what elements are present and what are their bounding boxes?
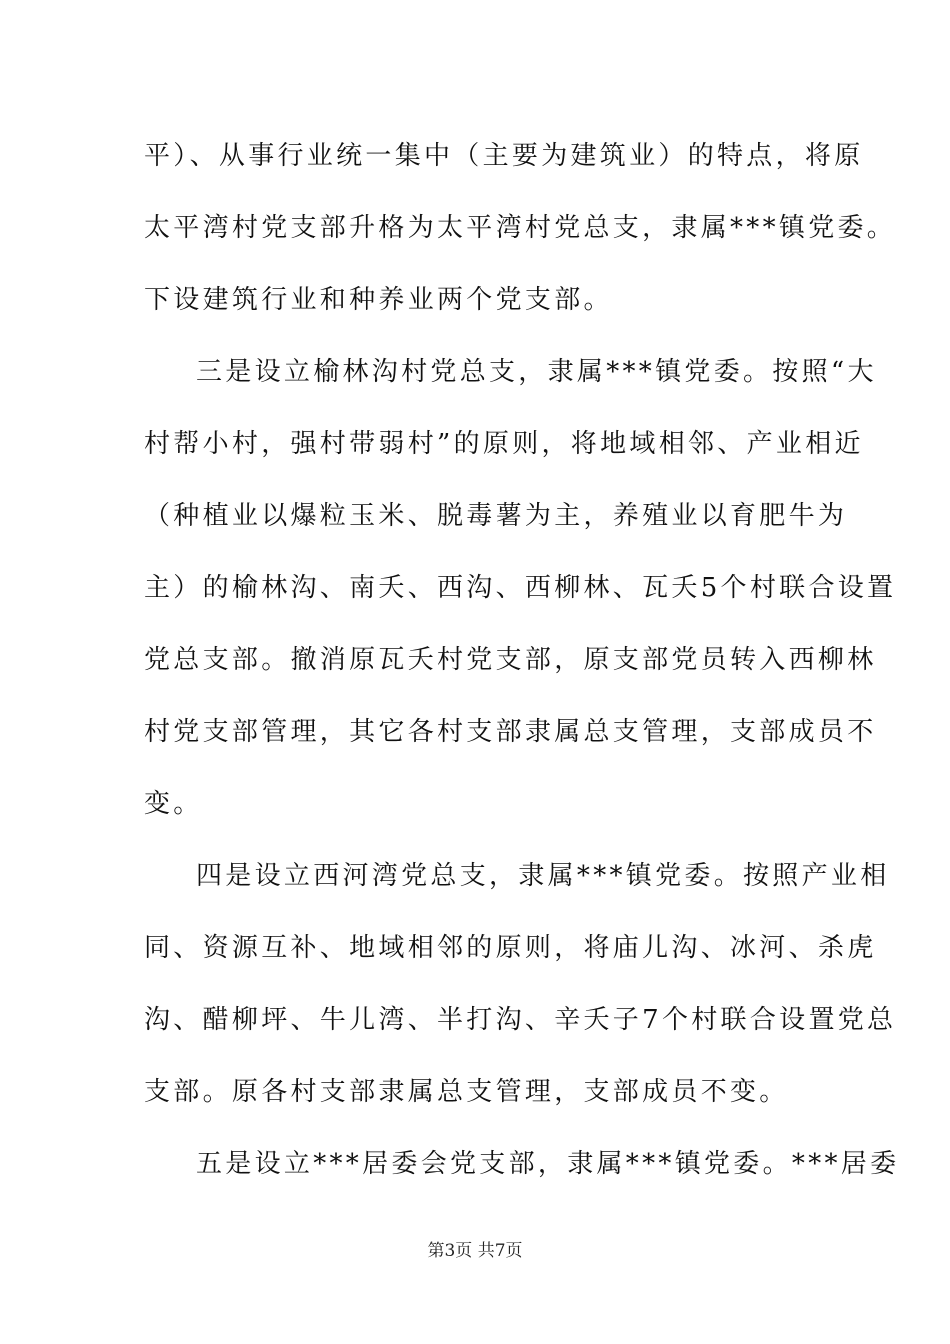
- text-line: 变。: [144, 789, 203, 819]
- paragraph-start-line: 四是设立西河湾党总支，隶属***镇党委。按照产业相: [196, 861, 890, 891]
- text-line: 平）、从事行业统一集中（主要为建筑业）的特点，将原: [144, 141, 864, 171]
- paragraph-start-line: 三是设立榆林沟村党总支，隶属***镇党委。按照“大: [196, 357, 877, 387]
- text-line: 支部。原各村支部隶属总支管理，支部成员不变。: [144, 1077, 789, 1107]
- text-line: 村党支部管理，其它各村支部隶属总支管理，支部成员不: [144, 717, 877, 747]
- text-line: 太平湾村党支部升格为太平湾村党总支，隶属***镇党委。: [144, 213, 897, 243]
- paragraph-start-line: 五是设立***居委会党支部，隶属***镇党委。***居委: [196, 1149, 900, 1179]
- text-line: 沟、醋柳坪、牛儿湾、半打沟、辛夭子7个村联合设置党总: [144, 1005, 897, 1035]
- text-line: 村帮小村，强村带弱村”的原则，将地域相邻、产业相近: [144, 429, 864, 459]
- text-line: 主）的榆林沟、南夭、西沟、西柳林、瓦夭5个村联合设置: [144, 573, 897, 603]
- text-line: （种植业以爆粒玉米、脱毒薯为主，养殖业以育肥牛为: [144, 501, 848, 531]
- text-line: 下设建筑行业和种养业两个党支部。: [144, 285, 613, 315]
- text-line: 党总支部。撤消原瓦夭村党支部，原支部党员转入西柳林: [144, 645, 877, 675]
- text-line: 同、资源互补、地域相邻的原则，将庙儿沟、冰河、杀虎: [144, 933, 877, 963]
- page-footer: 第3页 共7页: [427, 1241, 523, 1261]
